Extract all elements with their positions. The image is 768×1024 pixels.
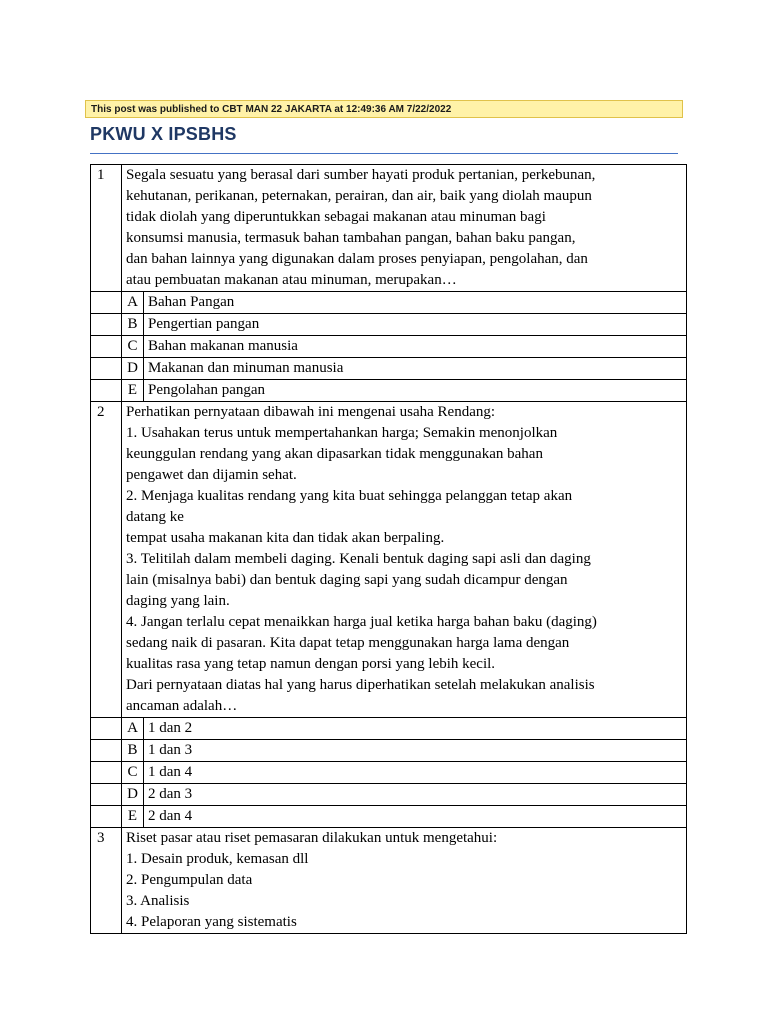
question-text-line: Segala sesuatu yang berasal dari sumber hayati produk pertanian, perkebunan, — [126, 167, 596, 183]
question-number: 2 — [91, 402, 122, 718]
option-text: Bahan makanan manusia — [144, 336, 687, 358]
question-number: 1 — [91, 165, 122, 292]
question-text-line: atau pembuatan makanan atau minuman, merupakan… — [126, 272, 457, 288]
option-letter: D — [122, 358, 144, 380]
question-text-line: kualitas rasa yang tetap namun dengan porsi yang lebih kecil. — [126, 656, 496, 672]
question-text-line: 3. Telitilah dalam membeli daging. Kenali bentuk daging sapi asli dan daging — [126, 551, 591, 567]
option-row — [91, 358, 687, 380]
option-text: 1 dan 4 — [144, 762, 687, 784]
question-text-line: 4. Pelaporan yang sistematis — [126, 914, 297, 930]
question-text — [122, 165, 687, 292]
option-text: 2 dan 3 — [144, 784, 687, 806]
question-row — [91, 402, 687, 718]
question-text-line: konsumsi manusia, termasuk bahan tambahan pangan, bahan baku pangan, — [126, 230, 576, 246]
question-text-line: Riset pasar atau riset pemasaran dilakukan untuk mengetahui: — [126, 830, 498, 846]
option-text: Makanan dan minuman manusia — [144, 358, 687, 380]
option-row — [91, 806, 687, 828]
question-text-line: pengawet dan dijamin sehat. — [126, 467, 297, 483]
option-number-cell — [91, 784, 122, 806]
question-text — [122, 828, 687, 934]
question-row — [91, 165, 687, 292]
option-number-cell — [91, 314, 122, 336]
question-text-line: sedang naik di pasaran. Kita dapat tetap menggunakan harga lama dengan — [126, 635, 570, 651]
option-letter: A — [122, 718, 144, 740]
question-text-line: daging yang lain. — [126, 593, 230, 609]
question-text-line: Dari pernyataan diatas hal yang harus diperhatikan setelah melakukan analisis — [126, 677, 595, 693]
publish-notice-banner: This post was published to CBT MAN 22 JAKARTA at 12:49:36 AM 7/22/2022 — [85, 100, 683, 118]
title-underline — [90, 153, 678, 154]
option-number-cell — [91, 762, 122, 784]
question-text-line: 4. Jangan terlalu cepat menaikkan harga jual ketika harga bahan baku (daging) — [126, 614, 597, 630]
option-letter: D — [122, 784, 144, 806]
question-text-line: 1. Desain produk, kemasan dll — [126, 851, 309, 867]
question-number: 3 — [91, 828, 122, 934]
option-letter: C — [122, 336, 144, 358]
option-letter: B — [122, 314, 144, 336]
option-number-cell — [91, 358, 122, 380]
question-text-line: Perhatikan pernyataan dibawah ini mengenai usaha Rendang: — [126, 404, 496, 420]
question-text-line: datang ke — [126, 509, 184, 525]
option-letter: C — [122, 762, 144, 784]
option-text: 1 dan 3 — [144, 740, 687, 762]
option-number-cell — [91, 740, 122, 762]
document-title: PKWU X IPSBHS — [90, 124, 237, 144]
option-text: Pengertian pangan — [144, 314, 687, 336]
option-row — [91, 784, 687, 806]
option-letter: A — [122, 292, 144, 314]
quiz-table — [90, 164, 687, 934]
option-number-cell — [91, 380, 122, 402]
question-text-line: 1. Usahakan terus untuk mempertahankan harga; Semakin menonjolkan — [126, 425, 558, 441]
option-row — [91, 292, 687, 314]
question-text-line: tidak diolah yang diperuntukkan sebagai makanan atau minuman bagi — [126, 209, 546, 225]
option-text: Pengolahan pangan — [144, 380, 687, 402]
option-text: 1 dan 2 — [144, 718, 687, 740]
option-row — [91, 740, 687, 762]
question-text-line: keunggulan rendang yang akan dipasarkan tidak menggunakan bahan — [126, 446, 543, 462]
question-text-line: 3. Analisis — [126, 893, 190, 909]
option-row — [91, 336, 687, 358]
question-text-line: dan bahan lainnya yang digunakan dalam proses penyiapan, pengolahan, dan — [126, 251, 588, 267]
option-text: 2 dan 4 — [144, 806, 687, 828]
question-text-line: tempat usaha makanan kita dan tidak akan berpaling. — [126, 530, 445, 546]
quiz-table-body — [91, 165, 687, 934]
option-row — [91, 718, 687, 740]
question-text-line: 2. Pengumpulan data — [126, 872, 253, 888]
question-text-line: ancaman adalah… — [126, 698, 238, 714]
option-number-cell — [91, 292, 122, 314]
question-text-line: 2. Menjaga kualitas rendang yang kita buat sehingga pelanggan tetap akan — [126, 488, 573, 504]
option-row — [91, 314, 687, 336]
option-number-cell — [91, 806, 122, 828]
question-text — [122, 402, 687, 718]
question-row — [91, 828, 687, 934]
option-letter: B — [122, 740, 144, 762]
option-number-cell — [91, 718, 122, 740]
question-text-line: lain (misalnya babi) dan bentuk daging sapi yang sudah dicampur dengan — [126, 572, 568, 588]
option-text: Bahan Pangan — [144, 292, 687, 314]
option-number-cell — [91, 336, 122, 358]
option-row — [91, 380, 687, 402]
question-text-line: kehutanan, perikanan, peternakan, perairan, dan air, baik yang diolah maupun — [126, 188, 592, 204]
option-letter: E — [122, 380, 144, 402]
option-row — [91, 762, 687, 784]
option-letter: E — [122, 806, 144, 828]
